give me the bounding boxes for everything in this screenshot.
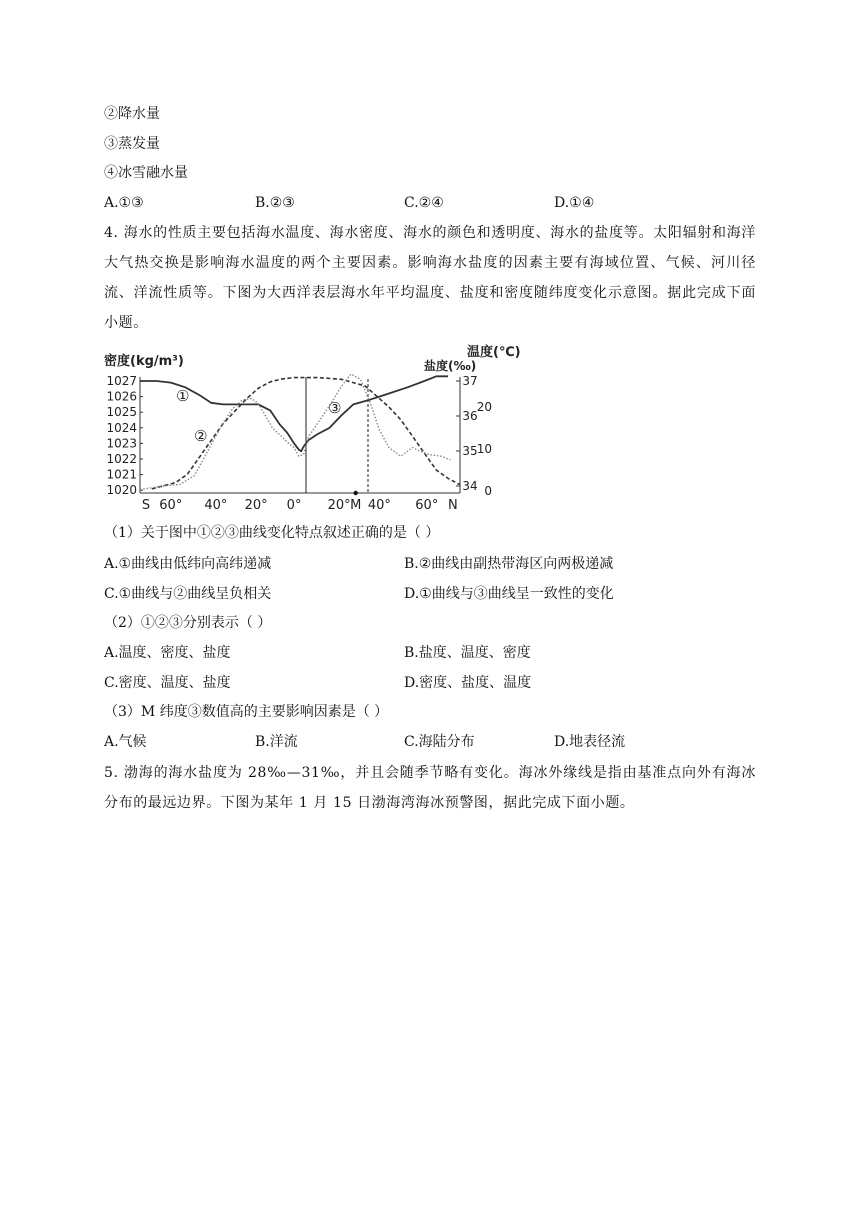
latitude-m-marker (354, 491, 358, 495)
q4-sub1-question: （1）关于图中①②③曲线变化特点叙述正确的是（ ） (104, 525, 440, 541)
q4-sub1-option-b[interactable]: B.②曲线由副热带海区向两极递减 (404, 556, 614, 572)
q4-stem: 4. 海水的性质主要包括海水温度、海水密度、海水的颜色和透明度、海水的盐度等。太阳辐射和海洋大气热交换是影响海水温度的两个主要因素。影响海水盐度的因素主要有海域位置、气候、河川径流、洋流性质等。下图为大西洋表层海水年平均温度、盐度和密度随纬度变化示意图。据此完成下面小题。 (104, 225, 756, 331)
q4-sub3-option-d[interactable]: D.地表径流 (554, 734, 626, 750)
q4-sub3-option-b[interactable]: B.洋流 (255, 734, 298, 750)
q3-option-c[interactable]: C.②④ (404, 195, 444, 211)
q5-stem: 5. 渤海的海水盐度为 28‰—31‰，并且会随季节略有变化。海冰外缘线是指由基准点向外有海冰分布的最远边界。下图为某年 1 月 15 日渤海湾海冰预警图，据此完成下面小题。 (104, 765, 756, 811)
x-tick-label: M (350, 498, 362, 513)
curve-label-3: ③ (328, 399, 342, 417)
density-tick-label: 1021 (106, 467, 137, 482)
density-tick-label: 1024 (106, 420, 137, 435)
q4-sub1-option-c[interactable]: C.①曲线与②曲线呈负相关 (104, 586, 272, 602)
temperature-tick-label: 0 (484, 484, 492, 498)
x-tick-label: 0° (286, 498, 302, 513)
q4-sub3-question: （3）M 纬度③数值高的主要影响因素是（ ） (104, 704, 389, 720)
q4-sub2-option-a[interactable]: A.温度、密度、盐度 (104, 645, 231, 661)
x-tick-label: 40° (367, 498, 391, 513)
q4-sub1-option-d[interactable]: D.①曲线与③曲线呈一致性的变化 (404, 586, 614, 602)
x-tick-label: 20° (327, 498, 351, 513)
q4-sub2-option-b[interactable]: B.盐度、温度、密度 (404, 645, 531, 661)
density-tick-label: 1022 (106, 452, 137, 466)
q4-sub2-option-c[interactable]: C.密度、温度、盐度 (104, 675, 231, 691)
item-meltwater: ④冰雪融水量 (104, 165, 188, 181)
q4-sub3-option-c[interactable]: C.海陆分布 (404, 734, 475, 750)
q4-sub2-option-d[interactable]: D.密度、盐度、温度 (404, 675, 532, 691)
salinity-tick-label: 35 (462, 444, 478, 458)
density-tick-label: 1026 (106, 389, 137, 404)
x-tick-label: 60° (415, 498, 439, 513)
x-tick-label: N (448, 498, 458, 513)
item-evaporation: ③蒸发量 (104, 136, 160, 152)
x-tick-label: 60° (159, 498, 183, 513)
temperature-tick-label: 20 (476, 400, 492, 414)
q3-option-d[interactable]: D.①④ (554, 195, 595, 211)
x-tick-label: 20° (244, 498, 268, 513)
density-tick-label: 1020 (106, 483, 137, 498)
q3-option-a[interactable]: A.①③ (104, 195, 144, 211)
density-tick-label: 1023 (106, 436, 137, 451)
salinity-axis-title: 盐度(‰) (424, 359, 477, 373)
density-tick-label: 1027 (106, 374, 137, 388)
temperature-tick-label: 10 (476, 442, 492, 456)
curve-label-2: ② (194, 427, 208, 445)
x-tick-label: S (141, 498, 151, 513)
ocean-property-chart (104, 343, 521, 513)
density-tick-label: 1025 (106, 405, 137, 420)
q4-sub3-option-a[interactable]: A.气候 (104, 734, 147, 750)
q3-option-b[interactable]: B.②③ (255, 195, 295, 211)
salinity-tick-label: 34 (462, 479, 478, 493)
salinity-tick-label: 37 (462, 374, 478, 388)
curve-label-1: ① (176, 387, 190, 405)
temperature-axis-title: 温度(℃) (467, 345, 521, 360)
q4-sub1-option-a[interactable]: A.①曲线由低纬向高纬递减 (104, 556, 272, 572)
q4-sub2-question: （2）①②③分别表示（ ） (104, 615, 272, 631)
item-precipitation: ②降水量 (104, 106, 160, 122)
density-axis-title: 密度(kg/m³) (104, 354, 184, 369)
x-tick-label: 40° (204, 498, 228, 513)
salinity-tick-label: 36 (462, 409, 478, 423)
